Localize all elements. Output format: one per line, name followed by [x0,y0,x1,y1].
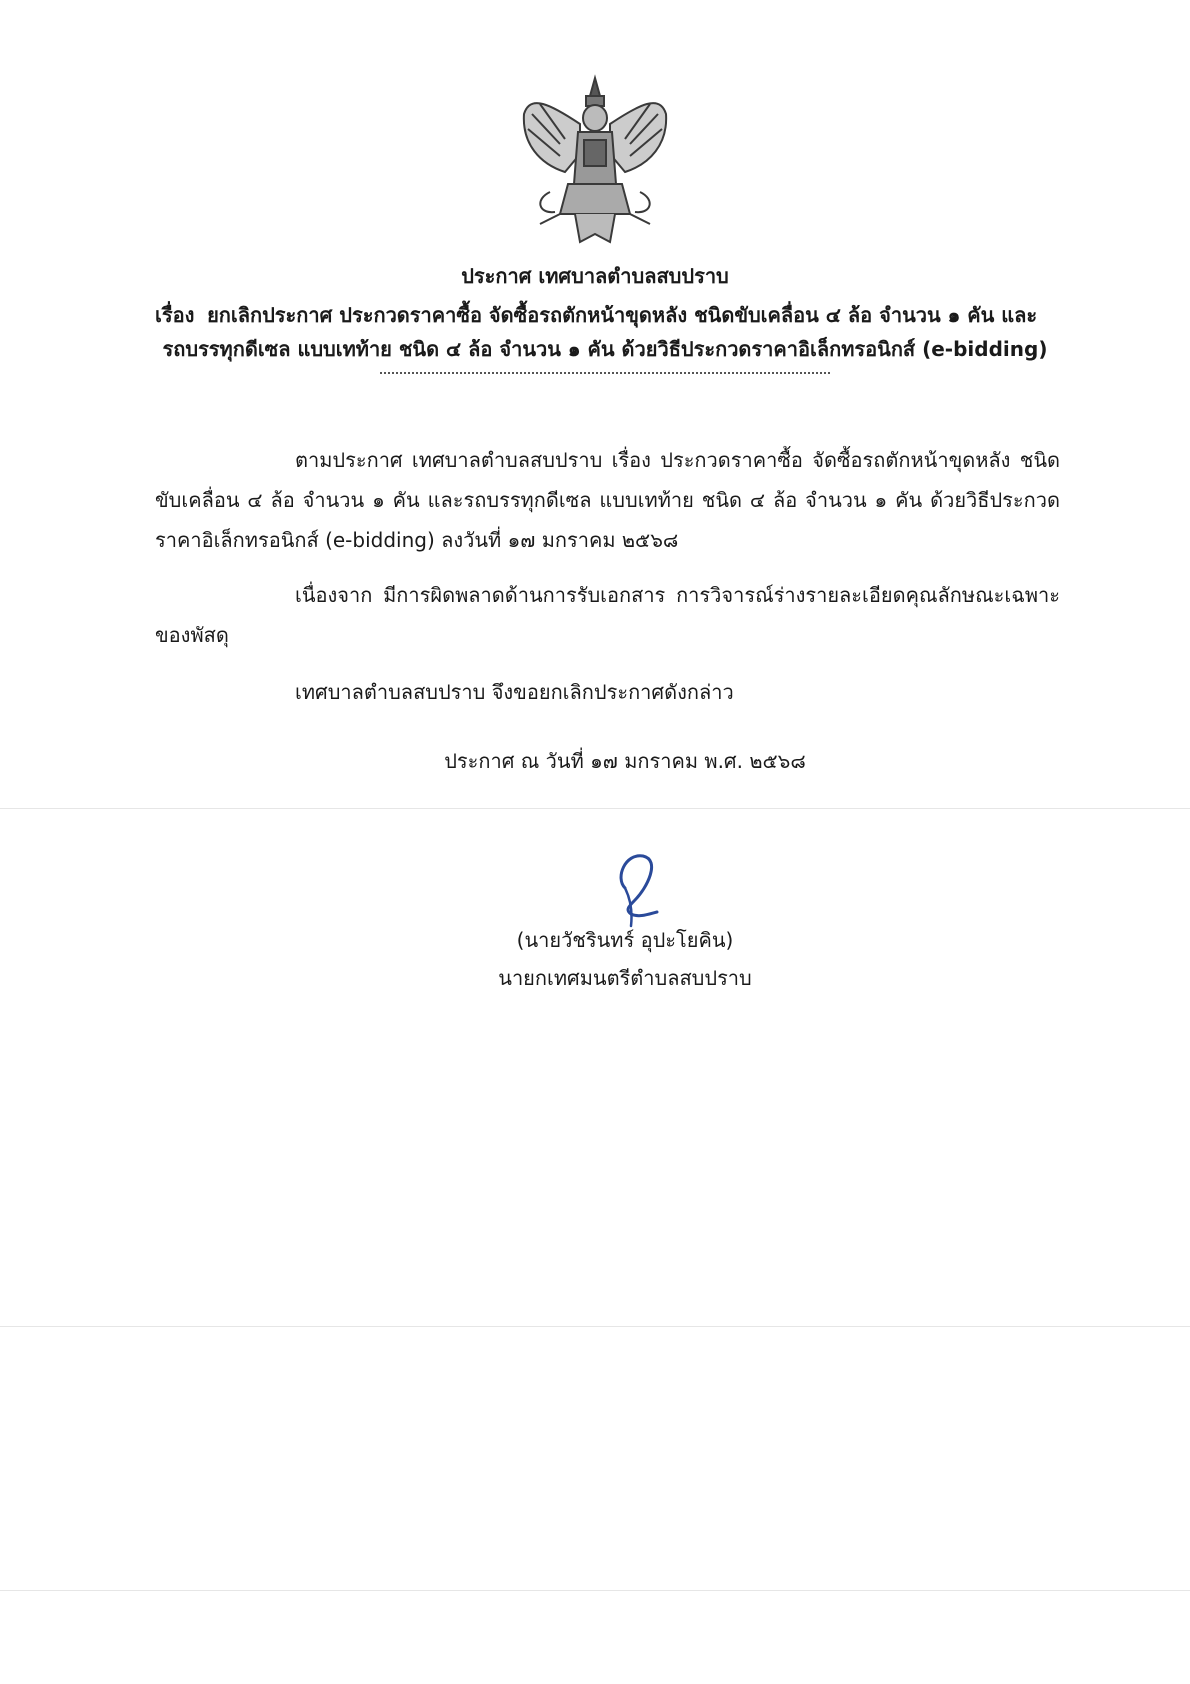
announcement-title: ประกาศ เทศบาลตำบลสบปราบ [461,264,729,288]
paragraph-reference [155,440,1060,560]
subject-line-1 [155,298,1055,332]
subject-line-2: รถบรรทุกดีเซล แบบเทท้าย ชนิด ๔ ล้อ จำนวน ๑ คัน ด้วยวิธีประกวดราคาอิเล็กทรอนิกส์ (e-bidding) [162,337,1048,361]
subject-label: เรื่อง [155,303,195,327]
signer-position: นายกเทศมนตรีตำบลสบปราบ [498,966,752,990]
scan-artifact-line [0,1590,1190,1591]
paragraph-3-text: เทศบาลตำบลสบปราบ จึงขอยกเลิกประกาศดังกล่าว [295,680,734,704]
paragraph-reason [155,575,1060,655]
garuda-emblem-icon [520,74,670,246]
announcement-subject [155,298,1055,366]
scan-artifact-line [0,1326,1190,1327]
dotted-separator [380,372,830,374]
scan-artifact-line [0,808,1190,809]
paragraph-1-text: ตามประกาศ เทศบาลตำบลสบปราบ เรื่อง ประกวดราคาซื้อ จัดซื้อรถตักหน้าขุดหลัง ชนิดขับเคลื่อน ๔ ล้อ จำนวน ๑ คัน และรถบรรทุกดีเซล แบบเทท้าย ชนิด ๔ ล้อ จำนวน ๑ คัน ด้วยวิธีประกวดราคาอิเล็กทรอนิกส์ (e-bidding) ลงวันที่ ๑๗ มกราคม ๒๕๖๘ [155,448,1060,552]
announcement-date: ประกาศ ณ วันที่ ๑๗ มกราคม พ.ศ. ๒๕๖๘ [444,749,806,773]
subject-text-1: ยกเลิกประกาศ ประกวดราคาซื้อ จัดซื้อรถตักหน้าขุดหลัง ชนิดขับเคลื่อน ๔ ล้อ จำนวน ๑ คัน และ [207,303,1038,327]
paragraph-decision [155,672,1060,712]
signer-name: (นายวัชรินทร์ อุปะโยคิน) [516,928,734,952]
paragraph-2-text: เนื่องจาก มีการผิดพลาดด้านการรับเอกสาร การวิจารณ์ร่างรายละเอียดคุณลักษณะเฉพาะของพัสดุ [155,583,1060,647]
